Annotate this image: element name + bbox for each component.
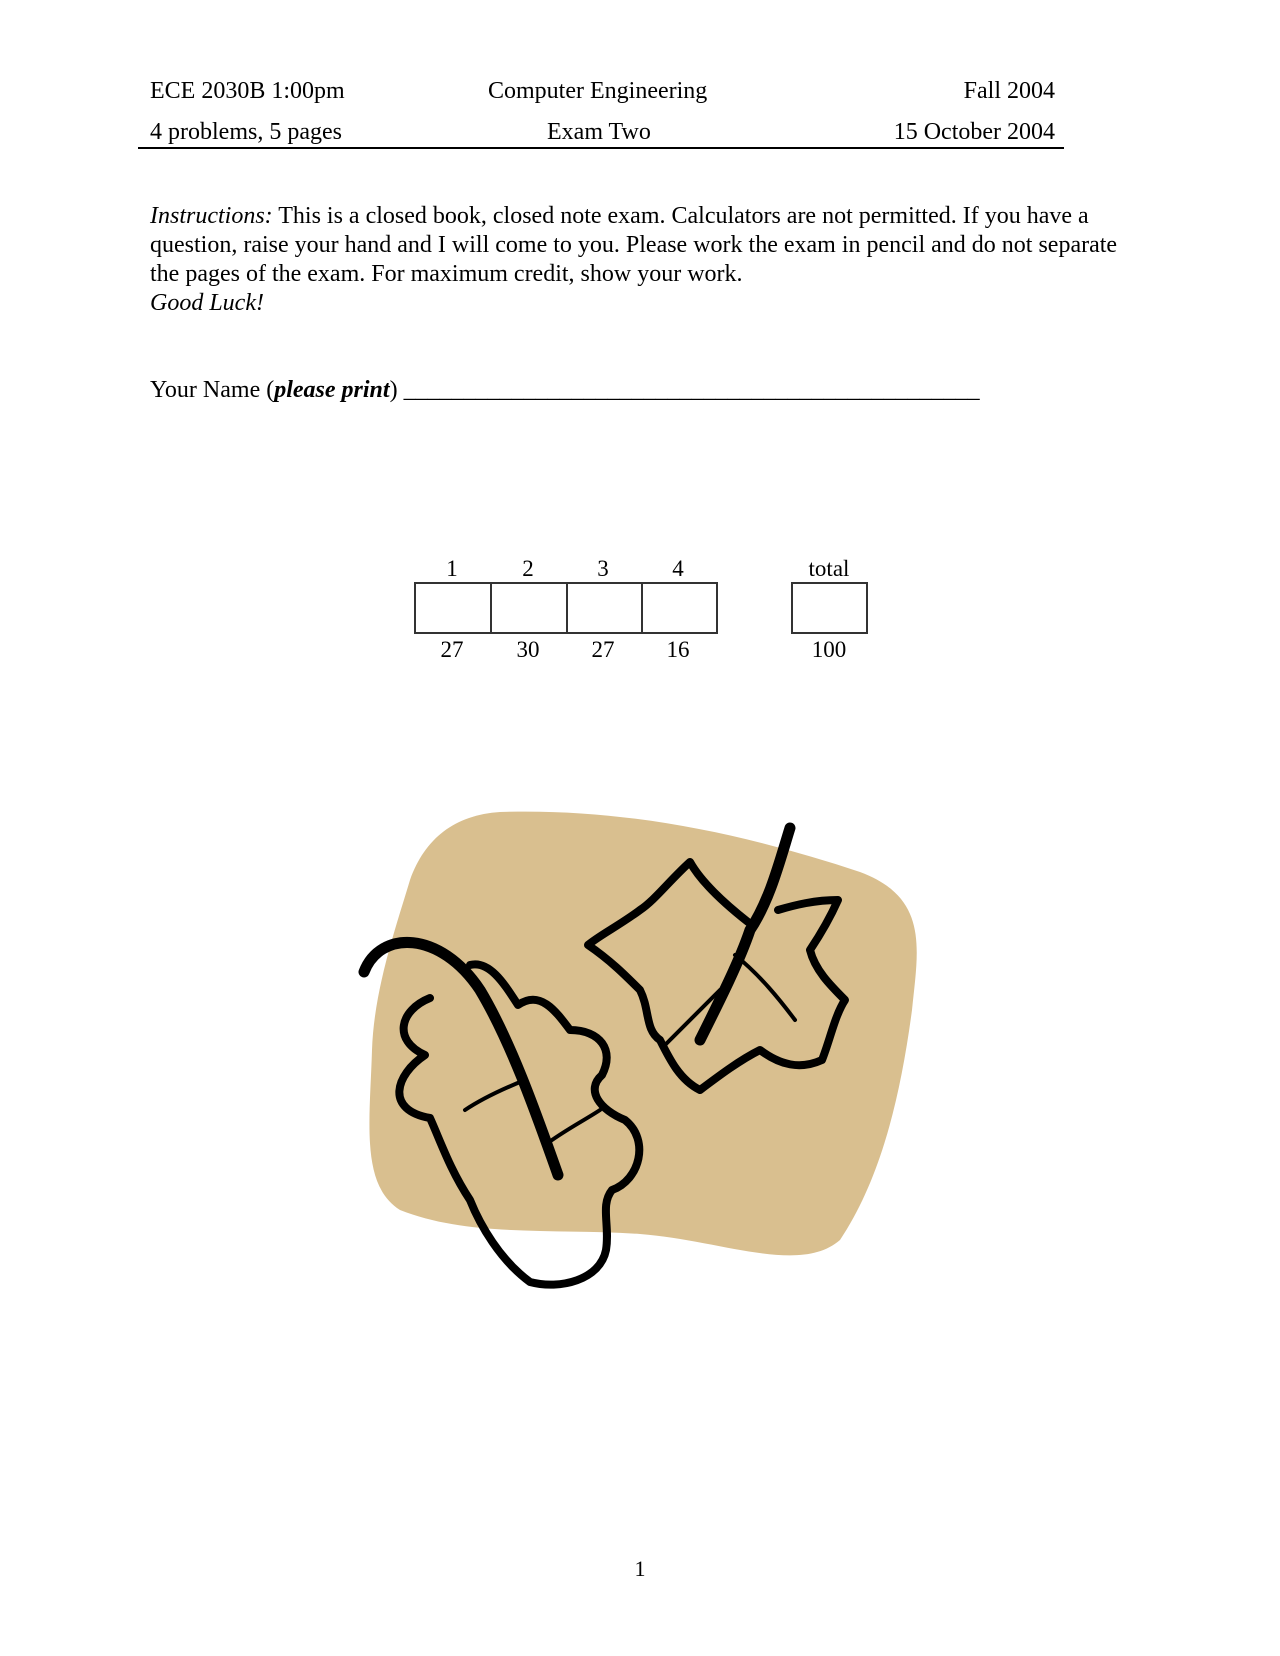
problem-points: 16 [666, 637, 690, 662]
good-luck-text: Good Luck! [150, 290, 264, 316]
page-number: 1 [634, 1556, 646, 1581]
name-blank[interactable]: ________________________________________________ [403, 377, 980, 403]
exam-title: Exam Two [547, 119, 651, 145]
total-label: total [808, 556, 850, 581]
problem-number: 3 [597, 556, 609, 581]
problems-pages-label: 4 problems, 5 pages [150, 119, 342, 145]
name-emphasis: please print [274, 377, 390, 403]
problem-number: 4 [672, 556, 684, 581]
name-prefix: Your Name ( [150, 377, 275, 403]
course-label: ECE 2030B 1:00pm [150, 78, 345, 104]
total-points: 100 [811, 637, 847, 662]
problem-number: 1 [446, 556, 458, 581]
problem-number: 2 [522, 556, 534, 581]
instructions-text: This is a closed book, closed note exam. Calculators are not permitted. If you have a question, raise your hand and I will come to you. Please work the exam in pencil and do not separate the pages of the exam. For maximum credit, show your work. [150, 203, 1118, 287]
instructions-label: Instructions: [150, 203, 273, 229]
department-label: Computer Engineering [488, 78, 708, 104]
problem-points: 27 [440, 637, 464, 662]
exam-date: 15 October 2004 [893, 119, 1055, 145]
name-suffix: ) [389, 377, 404, 403]
problem-points: 27 [591, 637, 615, 662]
problem-points: 30 [516, 637, 540, 662]
term-label: Fall 2004 [963, 78, 1055, 104]
